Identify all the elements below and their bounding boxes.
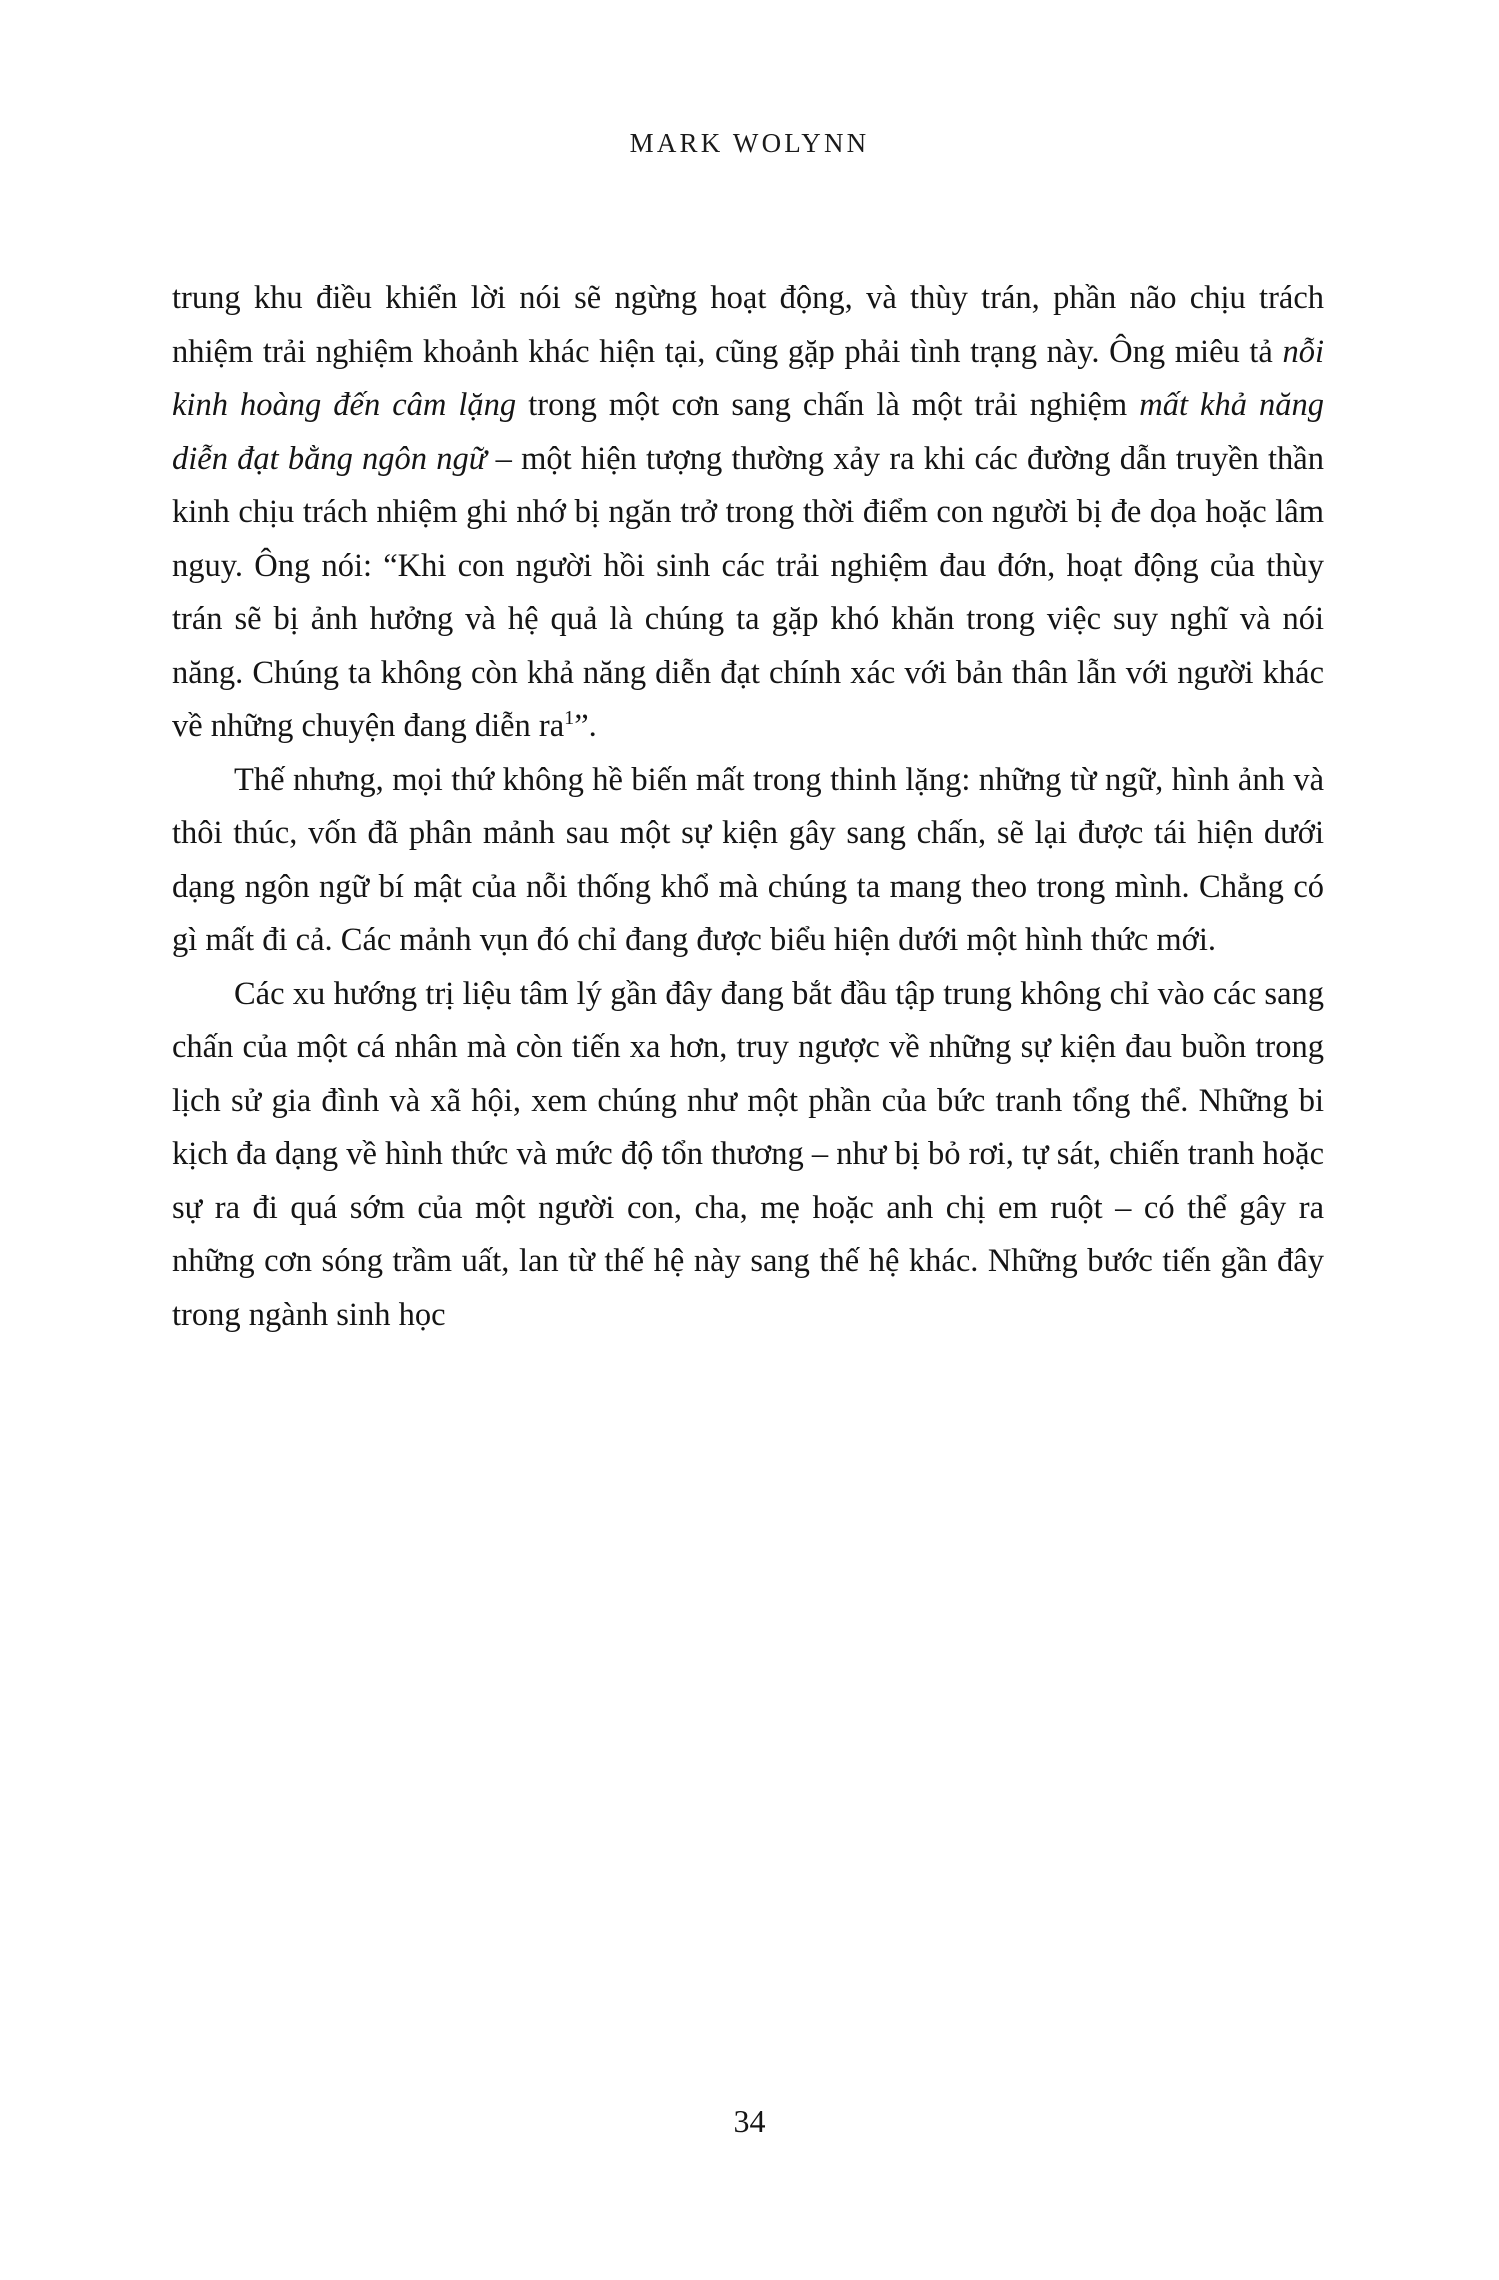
text-run: trung khu điều khiển lời nói sẽ ngừng hoạt động, và thùy trán, phần não chịu trách nhiệm trải nghiệm khoảnh khác hiện tại, cũng gặp phải tình trạng này. Ông miêu tả — [172, 280, 1324, 370]
footnote-marker: 1 — [564, 707, 575, 730]
body-text — [172, 272, 1324, 1342]
text-run: Các xu hướng trị liệu tâm lý gần đây đang bắt đầu tập trung không chỉ vào các sang chấn của một cá nhân mà còn tiến xa hơn, truy ngược về những sự kiện đau buồn trong lịch sử gia đình và xã hội, xem chúng như một phần của bức tranh tổng thể. Những bi kịch đa dạng về hình thức và mức độ tổn thương – như bị bỏ rơi, tự sát, chiến tranh hoặc sự ra đi quá sớm của một người con, cha, mẹ hoặc anh chị em ruột – có thể gây ra những cơn sóng trầm uất, lan từ thế hệ này sang thế hệ khác. Những bước tiến gần đây trong ngành sinh học — [172, 975, 1324, 1333]
paragraph — [172, 754, 1324, 968]
paragraph — [172, 968, 1324, 1343]
paragraph — [172, 272, 1324, 754]
text-run: trong một cơn sang chấn là một trải nghiệm — [516, 387, 1140, 423]
text-run: Thế nhưng, mọi thứ không hề biến mất trong thinh lặng: những từ ngữ, hình ảnh và thôi thúc, vốn đã phân mảnh sau một sự kiện gây sang chấn, sẽ lại được tái hiện dưới dạng ngôn ngữ bí mật của nỗi thống khổ mà chúng ta mang theo trong mình. Chẳng có gì mất đi cả. Các mảnh vụn đó chỉ đang được biểu hiện dưới một hình thức mới. — [172, 761, 1324, 958]
page-number: 34 — [733, 2103, 766, 2139]
text-run: – một hiện tượng thường xảy ra khi các đường dẫn truyền thần kinh chịu trách nhiệm ghi nhớ bị ngăn trở trong thời điểm con người bị đe dọa hoặc lâm nguy. Ông nói: “Khi con người hồi sinh các trải nghiệm đau đớn, hoạt động của thùy trán sẽ bị ảnh hưởng và hệ quả là chúng ta gặp khó khăn trong việc suy nghĩ và nói năng. Chúng ta không còn khả năng diễn đạt chính xác với bản thân lẫn với người khác về những chuyện đang diễn ra — [172, 440, 1324, 744]
running-head: MARK WOLYNN — [629, 128, 870, 158]
emphasis-text: mất khả năng diễn đạt bằng ngôn ngữ — [172, 387, 1324, 477]
text-run: ”. — [574, 708, 597, 744]
emphasis-text: nỗi kinh hoàng đến câm lặng — [172, 333, 1324, 423]
